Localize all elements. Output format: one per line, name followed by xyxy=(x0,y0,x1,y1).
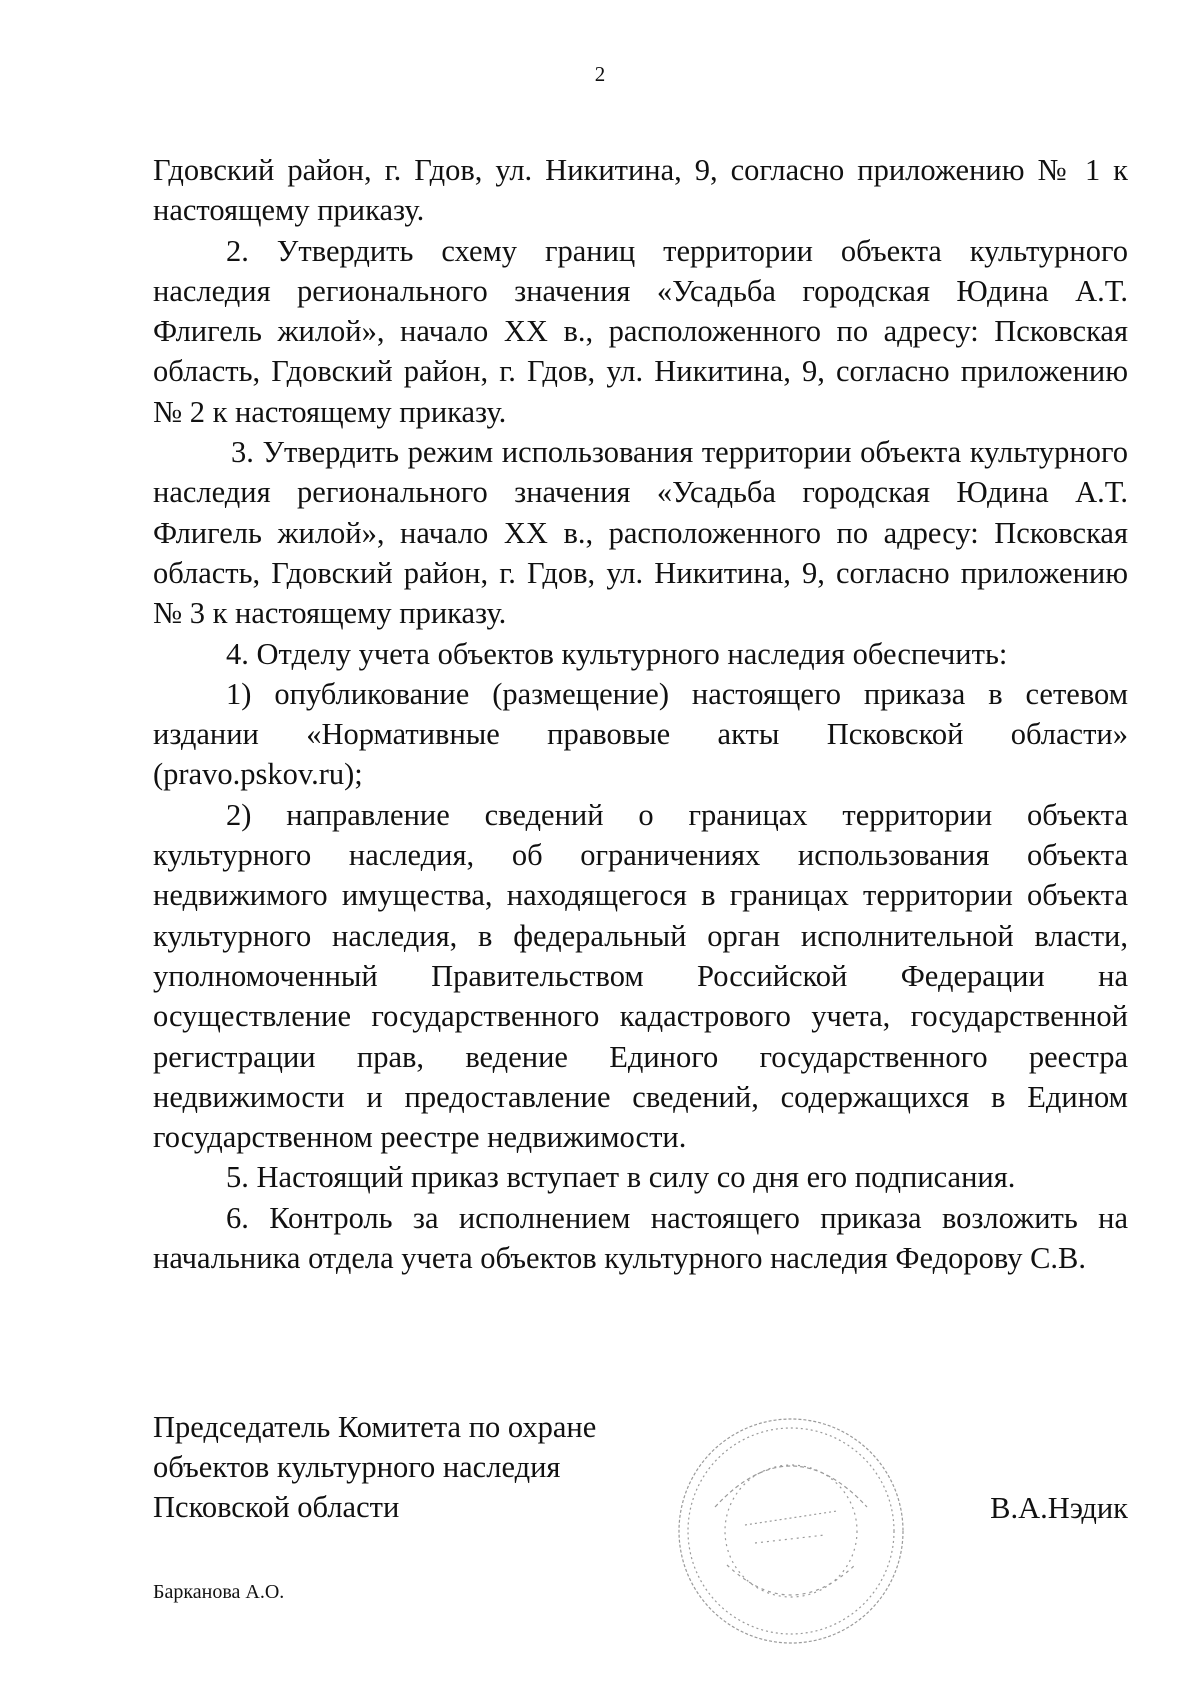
paragraph-subitem-1: 1) опубликование (размещение) настоящего приказа в сетевом издании «Нормативные правовые акты Псковской области» (pravo.pskov.ru); xyxy=(153,676,1128,792)
signatory-position-line: Председатель Комитета по охране xyxy=(153,1410,597,1444)
signatory-position xyxy=(153,1407,596,1527)
paragraph-item-4: 4. Отделу учета объектов культурного наследия обеспечить: xyxy=(226,636,1008,671)
paragraph-continuation: Гдовский район, г. Гдов, ул. Никитина, 9, согласно приложению № 1 к настоящему приказу. xyxy=(153,153,1128,228)
document-body xyxy=(153,150,1128,1278)
paragraph-item-5: 5. Настоящий приказ вступает в силу со дня его подписания. xyxy=(226,1160,1016,1195)
paragraph-item-3: 3. Утвердить режим использования территории объекта культурного наследия регионального значения «Усадьба городская Юдина А.Т. Флигель жилой», начало XX в., расположенного по адресу: Псковская область, Гдовский район, г. Гдов, ул. Никитина, 9, согласно приложению № 3 к настоящему приказу. xyxy=(153,435,1128,631)
signatory-position-line: Псковской области xyxy=(153,1490,400,1524)
executor-name: Барканова А.О. xyxy=(153,1581,285,1603)
page-number: 2 xyxy=(594,62,606,86)
signatory-name: В.А.Нэдик xyxy=(990,1491,1128,1525)
paragraph-item-2: 2. Утвердить схему границ территории объекта культурного наследия регионального значения «Усадьба городская Юдина А.Т. Флигель жилой», начало XX в., расположенного по адресу: Псковская область, Гдовский район, г. Гдов, ул. Никитина, 9, согласно приложению № 2 к настоящему приказу. xyxy=(153,233,1128,429)
paragraph-item-6: 6. Контроль за исполнением настоящего приказа возложить на начальника отдела учета объектов культурного наследия Федорову С.В. xyxy=(153,1200,1128,1276)
signatory-position-line: объектов культурного наследия xyxy=(153,1450,561,1484)
paragraph-subitem-2: 2) направление сведений о границах территории объекта культурного наследия, об ограничениях использования объекта недвижимого имущества, находящегося в границах территории объекта культурного наследия, в федеральный орган исполнительной власти, уполномоченный Правительством Российской Федерации на осуществление государственного кадастрового учета, государственной регистрации прав, ведение Единого государственного реестра недвижимости и предоставление сведений, содержащихся в Едином государственном реестре недвижимости. xyxy=(153,797,1128,1155)
official-seal-stamp xyxy=(675,1415,907,1647)
